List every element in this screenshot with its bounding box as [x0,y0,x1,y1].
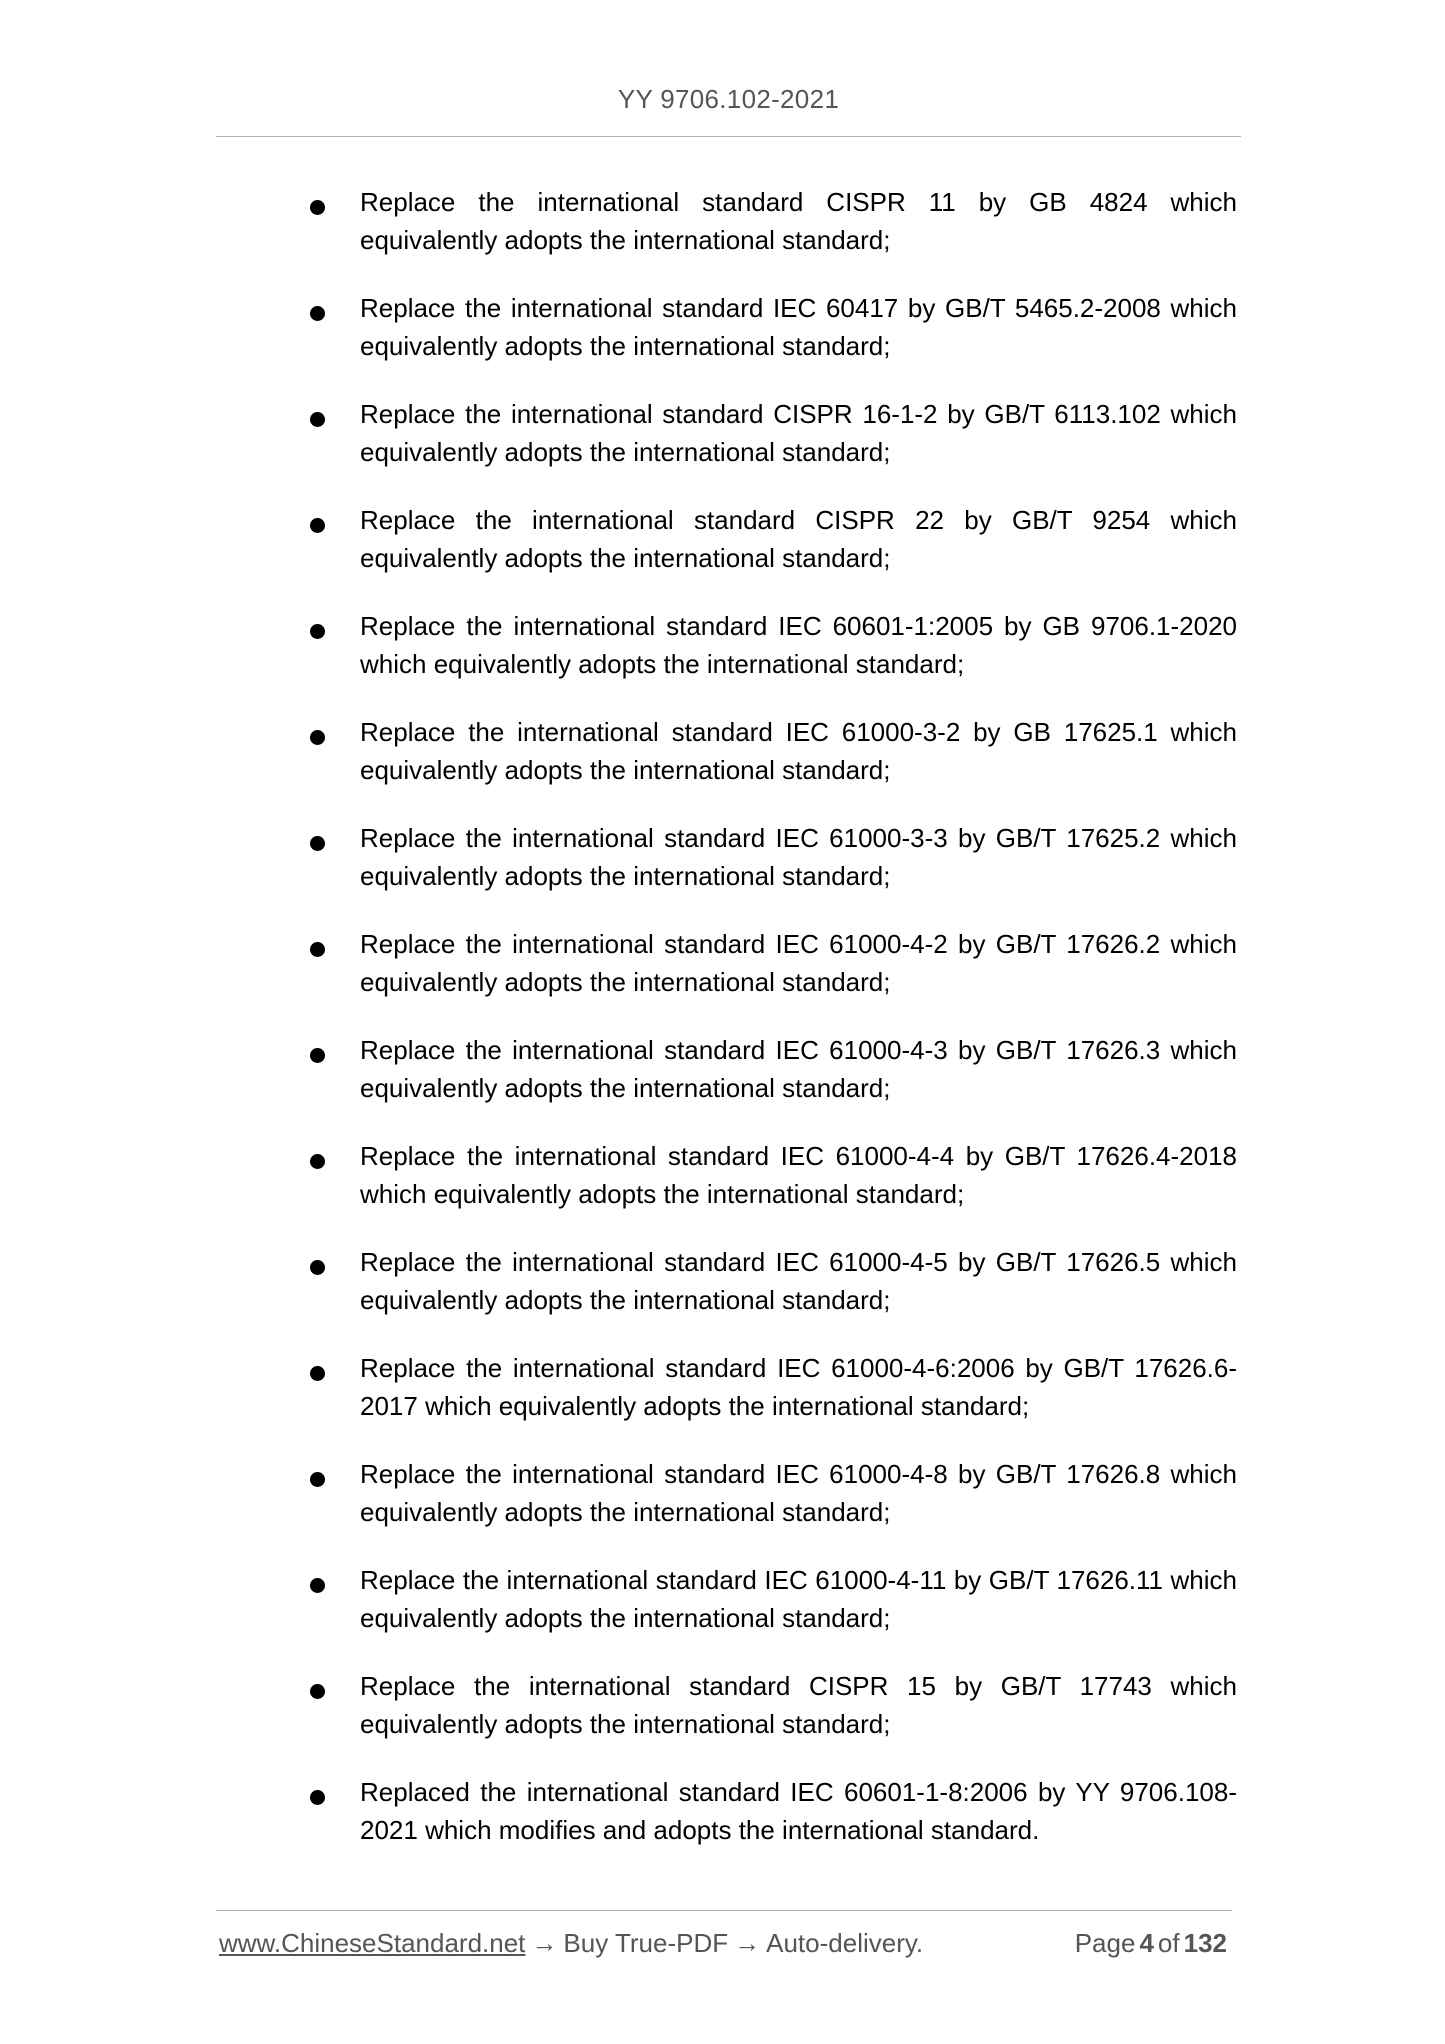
list-item-text: Replace the international standard CISPR 11 by GB 4824 which equivalently adopts the international standard; [360,187,1237,255]
list-item-text: Replaced the international standard IEC 60601-1-8:2006 by YY 9706.108-2021 which modifies and adopts the international standard. [360,1777,1237,1845]
bullet-icon [310,1260,325,1275]
bullet-list [300,183,1237,1879]
list-item-text: Replace the international standard IEC 61000-4-3 by GB/T 17626.3 which equivalently adopts the international standard; [360,1035,1237,1103]
list-item-text: Replace the international standard IEC 61000-4-5 by GB/T 17626.5 which equivalently adopts the international standard; [360,1247,1237,1315]
list-item [300,1137,1237,1243]
page-footer [219,1928,1231,1964]
list-item-text: Replace the international standard CISPR 22 by GB/T 9254 which equivalently adopts the international standard; [360,505,1237,573]
page-label: Page [1074,1928,1136,1958]
list-item-text: Replace the international standard IEC 61000-4-8 by GB/T 17626.8 which equivalently adopts the international standard; [360,1459,1237,1527]
auto-delivery-text: Auto-delivery. [766,1928,924,1958]
list-item-text: Replace the international standard IEC 61000-4-4 by GB/T 17626.4-2018 which equivalently adopts the international standard; [360,1141,1237,1209]
list-item-text: Replace the international standard IEC 60417 by GB/T 5465.2-2008 which equivalently adopts the international standard; [360,293,1237,361]
bullet-icon [310,1684,325,1699]
bullet-icon [310,518,325,533]
website-link[interactable]: www.ChineseStandard.net [219,1928,526,1958]
bullet-icon [310,1154,325,1169]
list-item-text: Replace the international standard IEC 61000-4-11 by GB/T 17626.11 which equivalently adopts the international standard; [360,1565,1237,1633]
list-item-text: Replace the international standard CISPR 15 by GB/T 17743 which equivalently adopts the international standard; [360,1671,1237,1739]
of-label: of [1157,1928,1180,1958]
footer-rule [216,1910,1232,1911]
buy-true-pdf-text: Buy True-PDF [563,1928,729,1958]
header-rule [216,136,1241,137]
bullet-icon [310,1366,325,1381]
list-item [300,607,1237,713]
page-current: 4 [1139,1928,1154,1958]
bullet-icon [310,412,325,427]
list-item [300,501,1237,607]
arrow-right-icon: → [734,1928,761,1958]
list-item [300,1667,1237,1773]
list-item [300,1455,1237,1561]
bullet-icon [310,730,325,745]
list-item [300,1349,1237,1455]
page-header: YY 9706.102-2021 [617,84,840,114]
list-item [300,1561,1237,1667]
list-item [300,819,1237,925]
list-item [300,1243,1237,1349]
list-item [300,1031,1237,1137]
list-item [300,1773,1237,1879]
bullet-icon [310,624,325,639]
page-number [1075,1928,1231,1959]
arrow-right-icon: → [531,1928,558,1958]
bullet-icon [310,1790,325,1805]
list-item [300,925,1237,1031]
list-item [300,289,1237,395]
bullet-icon [310,1578,325,1593]
list-item-text: Replace the international standard IEC 60601-1:2005 by GB 9706.1-2020 which equivalently adopts the international standard; [360,611,1237,679]
bullet-icon [310,200,325,215]
list-item [300,183,1237,289]
list-item-text: Replace the international standard IEC 61000-3-3 by GB/T 17625.2 which equivalently adopts the international standard; [360,823,1237,891]
list-item-text: Replace the international standard CISPR 16-1-2 by GB/T 6113.102 which equivalently adopts the international standard; [360,399,1237,467]
bullet-icon [310,1048,325,1063]
footer-promo [219,1928,923,1959]
bullet-icon [310,942,325,957]
list-item-text: Replace the international standard IEC 61000-4-6:2006 by GB/T 17626.6-2017 which equivalently adopts the international standard; [360,1353,1237,1421]
list-item-text: Replace the international standard IEC 61000-3-2 by GB 17625.1 which equivalently adopts the international standard; [360,717,1237,785]
bullet-icon [310,1472,325,1487]
list-item [300,395,1237,501]
bullet-icon [310,306,325,321]
page-total: 132 [1183,1928,1227,1958]
list-item-text: Replace the international standard IEC 61000-4-2 by GB/T 17626.2 which equivalently adopts the international standard; [360,929,1237,997]
list-item [300,713,1237,819]
bullet-icon [310,836,325,851]
